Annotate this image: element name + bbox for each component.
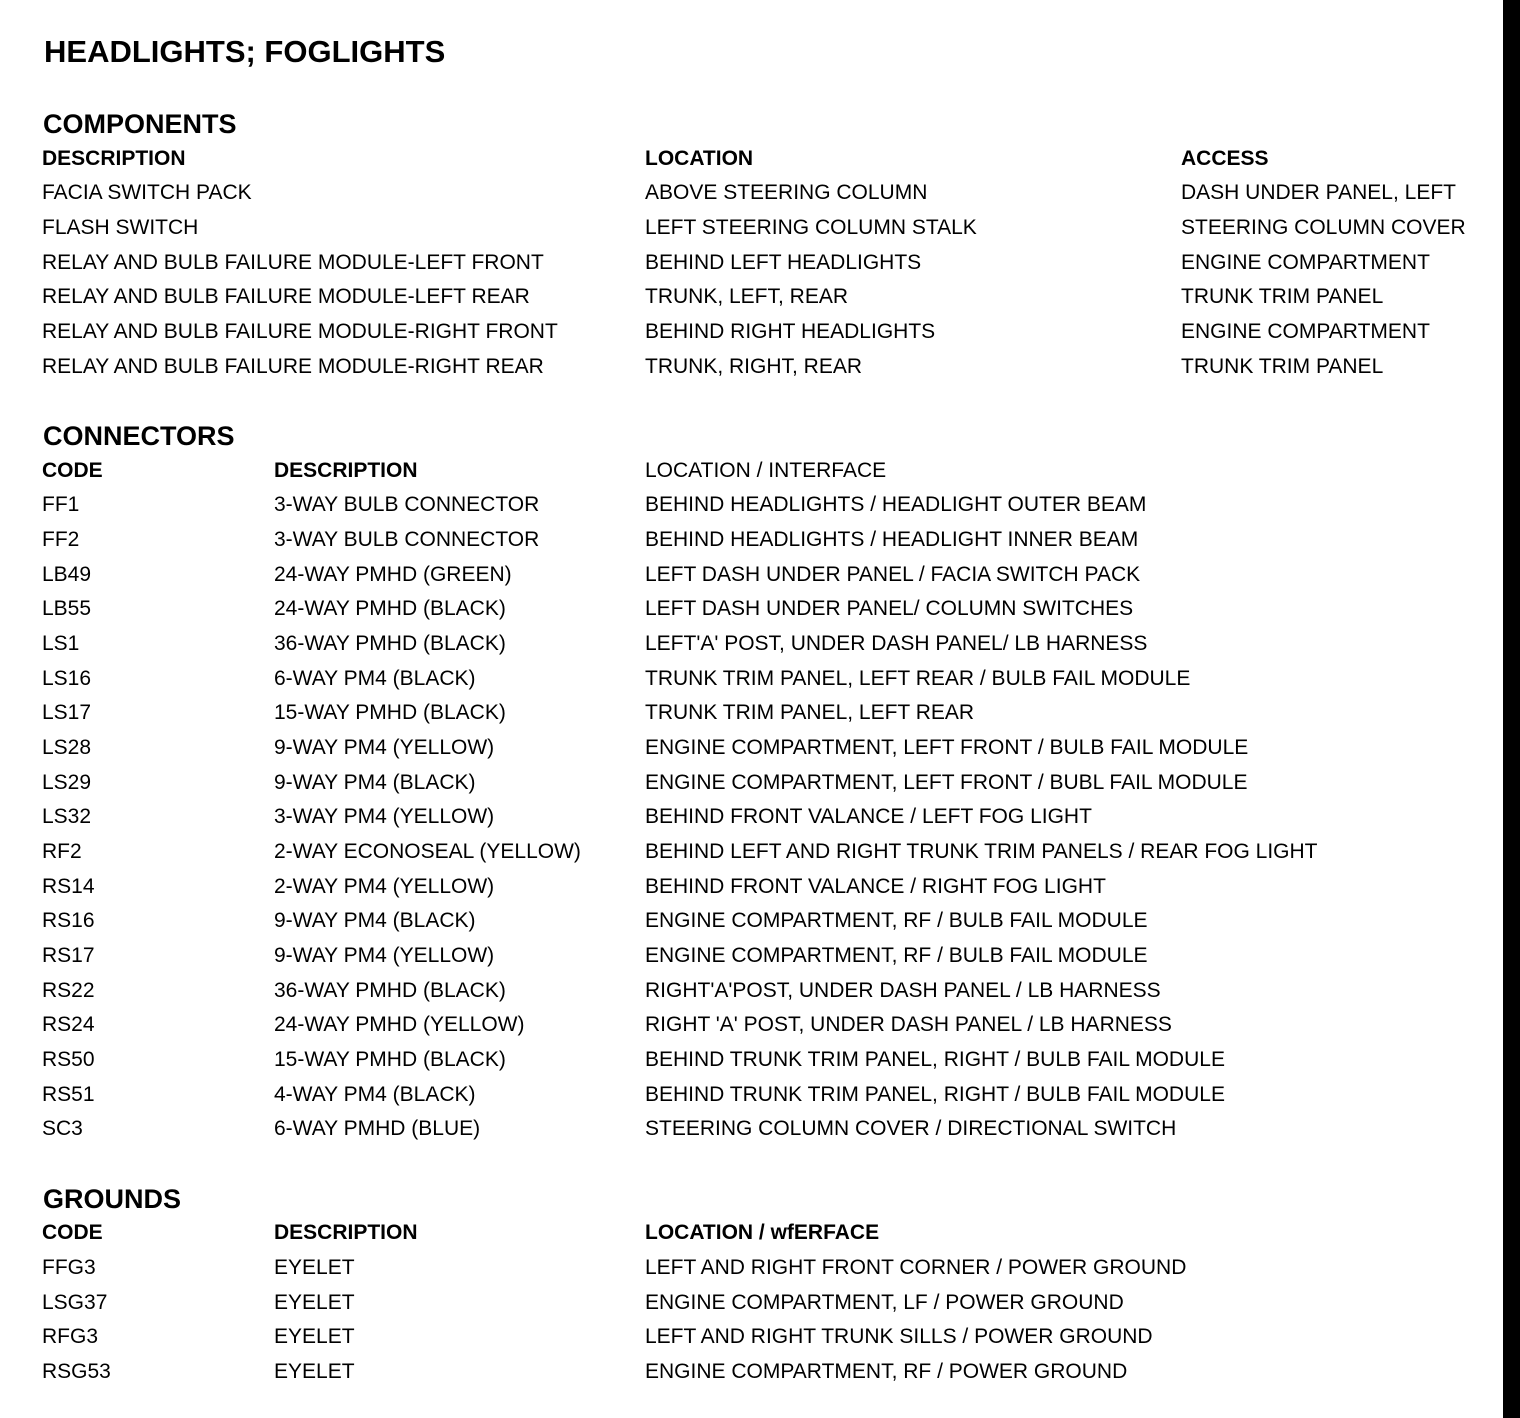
- table-row: [0, 1078, 1500, 1112]
- table-row: [0, 939, 1500, 973]
- connector-description: 36-WAY PMHD (BLACK): [274, 632, 506, 655]
- connector-location: BEHIND TRUNK TRIM PANEL, RIGHT / BULB FAIL MODULE: [645, 1048, 1225, 1071]
- connector-description: 15-WAY PMHD (BLACK): [274, 1048, 506, 1071]
- table-row: [0, 1112, 1500, 1146]
- table-row: [0, 870, 1500, 904]
- ground-location: LEFT AND RIGHT TRUNK SILLS / POWER GROUND: [645, 1325, 1153, 1348]
- ground-location: ENGINE COMPARTMENT, RF / POWER GROUND: [645, 1360, 1128, 1383]
- connector-location: BEHIND LEFT AND RIGHT TRUNK TRIM PANELS / REAR FOG LIGHT: [645, 840, 1318, 863]
- grounds-heading: GROUNDS: [43, 1184, 182, 1214]
- table-row: [0, 558, 1500, 592]
- table-row: [0, 488, 1500, 522]
- component-location: ABOVE STEERING COLUMN: [645, 181, 928, 204]
- connectors-heading: CONNECTORS: [43, 421, 235, 451]
- connector-location: BEHIND FRONT VALANCE / RIGHT FOG LIGHT: [645, 875, 1106, 898]
- connector-code: LB49: [42, 563, 92, 586]
- table-row: [0, 766, 1500, 800]
- connector-code: RS17: [42, 944, 95, 967]
- connector-description: 3-WAY BULB CONNECTOR: [274, 528, 540, 551]
- grounds-header-row: [0, 1216, 1500, 1250]
- connectors-header-location: LOCATION / INTERFACE: [645, 459, 887, 482]
- component-location: BEHIND LEFT HEADLIGHTS: [645, 251, 922, 274]
- table-row: [0, 1043, 1500, 1077]
- ground-code: LSG37: [42, 1291, 108, 1314]
- connector-code: SC3: [42, 1117, 83, 1140]
- connectors-header-row: [0, 454, 1500, 488]
- components-header-description: DESCRIPTION: [42, 147, 186, 170]
- connector-code: RS50: [42, 1048, 95, 1071]
- components-heading: COMPONENTS: [43, 109, 237, 139]
- page-edge-bar: [1503, 0, 1520, 1418]
- ground-code: RFG3: [42, 1325, 99, 1348]
- table-row: [0, 1008, 1500, 1042]
- ground-code: RSG53: [42, 1360, 111, 1383]
- connector-description: 24-WAY PMHD (GREEN): [274, 563, 512, 586]
- table-row: [0, 1251, 1500, 1285]
- connector-code: RF2: [42, 840, 82, 863]
- table-row: [0, 731, 1500, 765]
- component-access: TRUNK TRIM PANEL: [1181, 285, 1384, 308]
- connector-description: 6-WAY PMHD (BLUE): [274, 1117, 481, 1140]
- connector-description: 3-WAY BULB CONNECTOR: [274, 493, 540, 516]
- connector-code: FF2: [42, 528, 80, 551]
- connector-location: BEHIND HEADLIGHTS / HEADLIGHT OUTER BEAM: [645, 493, 1147, 516]
- ground-code: FFG3: [42, 1256, 96, 1279]
- table-row: [0, 696, 1500, 730]
- table-row: [0, 211, 1500, 245]
- connector-code: FF1: [42, 493, 80, 516]
- component-description: RELAY AND BULB FAILURE MODULE-LEFT REAR: [42, 285, 530, 308]
- components-header-row: [0, 142, 1500, 176]
- connector-code: LB55: [42, 597, 92, 620]
- connector-code: LS17: [42, 701, 92, 724]
- component-location: TRUNK, LEFT, REAR: [645, 285, 849, 308]
- connector-location: LEFT DASH UNDER PANEL / FACIA SWITCH PACK: [645, 563, 1141, 586]
- grounds-header-description: DESCRIPTION: [274, 1221, 418, 1244]
- component-location: LEFT STEERING COLUMN STALK: [645, 216, 977, 239]
- connector-description: 24-WAY PMHD (BLACK): [274, 597, 506, 620]
- table-row: [0, 280, 1500, 314]
- table-row: [0, 904, 1500, 938]
- table-row: [0, 835, 1500, 869]
- connector-description: 3-WAY PM4 (YELLOW): [274, 805, 495, 828]
- connectors-header-description: DESCRIPTION: [274, 459, 418, 482]
- ground-description: EYELET: [274, 1256, 355, 1279]
- component-access: ENGINE COMPARTMENT: [1181, 251, 1430, 274]
- connector-description: 36-WAY PMHD (BLACK): [274, 979, 506, 1002]
- connector-code: LS16: [42, 667, 92, 690]
- component-access: DASH UNDER PANEL, LEFT: [1181, 181, 1456, 204]
- connector-code: RS16: [42, 909, 95, 932]
- connector-description: 15-WAY PMHD (BLACK): [274, 701, 506, 724]
- connectors-header-code: CODE: [42, 459, 103, 482]
- component-description: FLASH SWITCH: [42, 216, 199, 239]
- component-access: ENGINE COMPARTMENT: [1181, 320, 1430, 343]
- page-title: HEADLIGHTS; FOGLIGHTS: [44, 34, 446, 69]
- connector-location: STEERING COLUMN COVER / DIRECTIONAL SWITCH: [645, 1117, 1177, 1140]
- table-row: [0, 592, 1500, 626]
- table-row: [0, 315, 1500, 349]
- connector-code: RS24: [42, 1013, 95, 1036]
- connector-description: 6-WAY PM4 (BLACK): [274, 667, 476, 690]
- connector-code: LS29: [42, 771, 92, 794]
- connector-location: LEFT'A' POST, UNDER DASH PANEL/ LB HARNESS: [645, 632, 1148, 655]
- connector-code: RS22: [42, 979, 95, 1002]
- components-header-location: LOCATION: [645, 147, 754, 170]
- component-description: RELAY AND BULB FAILURE MODULE-RIGHT FRONT: [42, 320, 558, 343]
- connector-description: 2-WAY PM4 (YELLOW): [274, 875, 495, 898]
- component-description: RELAY AND BULB FAILURE MODULE-LEFT FRONT: [42, 251, 544, 274]
- connector-location: BEHIND HEADLIGHTS / HEADLIGHT INNER BEAM: [645, 528, 1139, 551]
- component-description: FACIA SWITCH PACK: [42, 181, 252, 204]
- component-location: TRUNK, RIGHT, REAR: [645, 355, 863, 378]
- component-description: RELAY AND BULB FAILURE MODULE-RIGHT REAR: [42, 355, 544, 378]
- table-row: [0, 1355, 1500, 1389]
- connector-location: RIGHT 'A' POST, UNDER DASH PANEL / LB HARNESS: [645, 1013, 1172, 1036]
- connector-description: 2-WAY ECONOSEAL (YELLOW): [274, 840, 581, 863]
- table-row: [0, 1320, 1500, 1354]
- table-row: [0, 1286, 1500, 1320]
- components-header-access: ACCESS: [1181, 147, 1269, 170]
- table-row: [0, 627, 1500, 661]
- connector-code: RS51: [42, 1083, 95, 1106]
- grounds-header-location: LOCATION / wfERFACE: [645, 1221, 880, 1244]
- connector-location: RIGHT'A'POST, UNDER DASH PANEL / LB HARNESS: [645, 979, 1161, 1002]
- connector-description: 9-WAY PM4 (YELLOW): [274, 944, 495, 967]
- connector-code: LS1: [42, 632, 80, 655]
- connector-location: ENGINE COMPARTMENT, LEFT FRONT / BULB FAIL MODULE: [645, 736, 1249, 759]
- ground-description: EYELET: [274, 1291, 355, 1314]
- connector-location: BEHIND FRONT VALANCE / LEFT FOG LIGHT: [645, 805, 1092, 828]
- connector-location: TRUNK TRIM PANEL, LEFT REAR: [645, 701, 975, 724]
- ground-description: EYELET: [274, 1360, 355, 1383]
- connector-location: TRUNK TRIM PANEL, LEFT REAR / BULB FAIL MODULE: [645, 667, 1191, 690]
- connector-description: 9-WAY PM4 (BLACK): [274, 909, 476, 932]
- component-access: STEERING COLUMN COVER: [1181, 216, 1466, 239]
- grounds-header-code: CODE: [42, 1221, 103, 1244]
- connector-location: ENGINE COMPARTMENT, LEFT FRONT / BUBL FAIL MODULE: [645, 771, 1248, 794]
- connector-description: 4-WAY PM4 (BLACK): [274, 1083, 476, 1106]
- connector-location: ENGINE COMPARTMENT, RF / BULB FAIL MODULE: [645, 909, 1148, 932]
- table-row: [0, 662, 1500, 696]
- ground-location: LEFT AND RIGHT FRONT CORNER / POWER GROUND: [645, 1256, 1187, 1279]
- connector-code: LS28: [42, 736, 92, 759]
- connector-description: 9-WAY PM4 (YELLOW): [274, 736, 495, 759]
- connector-location: ENGINE COMPARTMENT, RF / BULB FAIL MODULE: [645, 944, 1148, 967]
- component-location: BEHIND RIGHT HEADLIGHTS: [645, 320, 936, 343]
- connector-code: RS14: [42, 875, 95, 898]
- table-row: [0, 176, 1500, 210]
- table-row: [0, 974, 1500, 1008]
- ground-location: ENGINE COMPARTMENT, LF / POWER GROUND: [645, 1291, 1124, 1314]
- ground-description: EYELET: [274, 1325, 355, 1348]
- table-row: [0, 800, 1500, 834]
- connector-location: LEFT DASH UNDER PANEL/ COLUMN SWITCHES: [645, 597, 1134, 620]
- component-access: TRUNK TRIM PANEL: [1181, 355, 1384, 378]
- connector-description: 24-WAY PMHD (YELLOW): [274, 1013, 525, 1036]
- connector-location: BEHIND TRUNK TRIM PANEL, RIGHT / BULB FAIL MODULE: [645, 1083, 1225, 1106]
- table-row: [0, 246, 1500, 280]
- table-row: [0, 350, 1500, 384]
- table-row: [0, 523, 1500, 557]
- connector-description: 9-WAY PM4 (BLACK): [274, 771, 476, 794]
- connector-code: LS32: [42, 805, 92, 828]
